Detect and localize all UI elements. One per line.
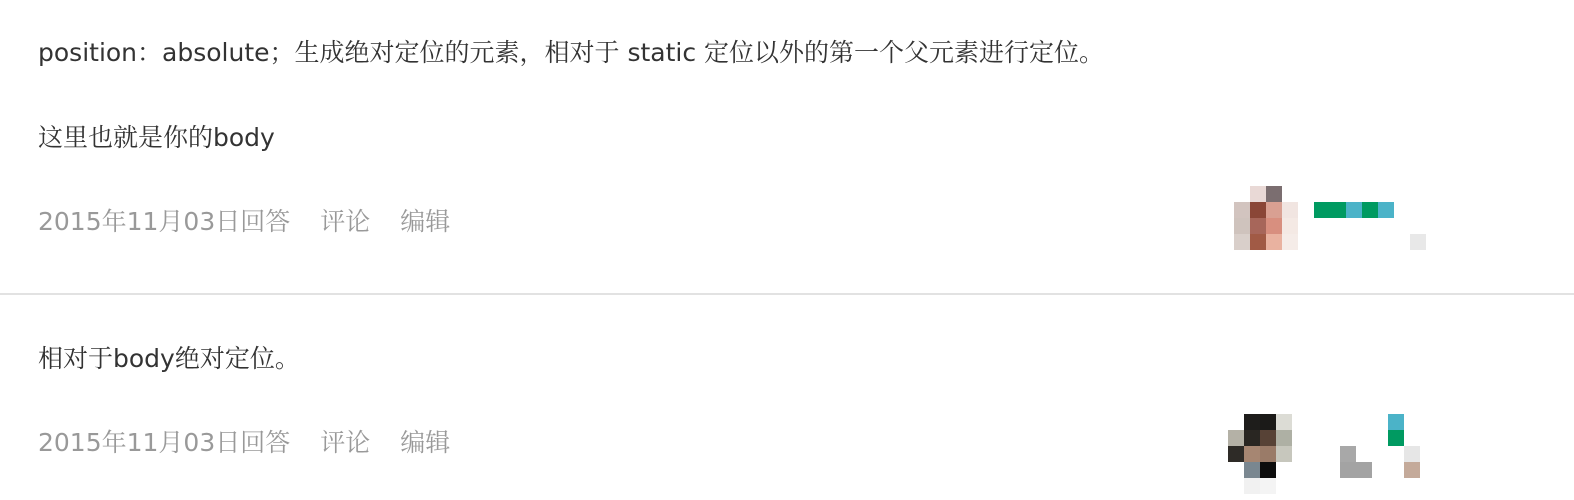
avatar[interactable] (1228, 414, 1292, 494)
edit-link[interactable]: 编辑 (400, 428, 451, 457)
avatar[interactable] (1234, 186, 1298, 250)
edit-link[interactable]: 编辑 (400, 207, 451, 236)
user-name-block[interactable] (1314, 202, 1394, 218)
user-card[interactable] (1234, 186, 1429, 252)
comment-link[interactable]: 评论 (320, 207, 371, 236)
answer-meta (38, 426, 450, 460)
answer-paragraph: 相对于body绝对定位。 (38, 344, 300, 373)
user-badge (1410, 234, 1426, 250)
answer-date: 2015年11月03日回答 (38, 428, 291, 457)
answer-item (0, 297, 1574, 500)
answer-paragraph: position：absolute；生成绝对定位的元素，相对于 static 定位以外的第一个父元素进行定位。 (38, 38, 1105, 67)
answer-meta (38, 205, 450, 239)
user-name-block[interactable] (1340, 414, 1424, 478)
answer-paragraph: 这里也就是你的body (38, 123, 275, 152)
user-card[interactable] (1228, 414, 1423, 494)
answer-date: 2015年11月03日回答 (38, 207, 291, 236)
comment-link[interactable]: 评论 (320, 428, 371, 457)
